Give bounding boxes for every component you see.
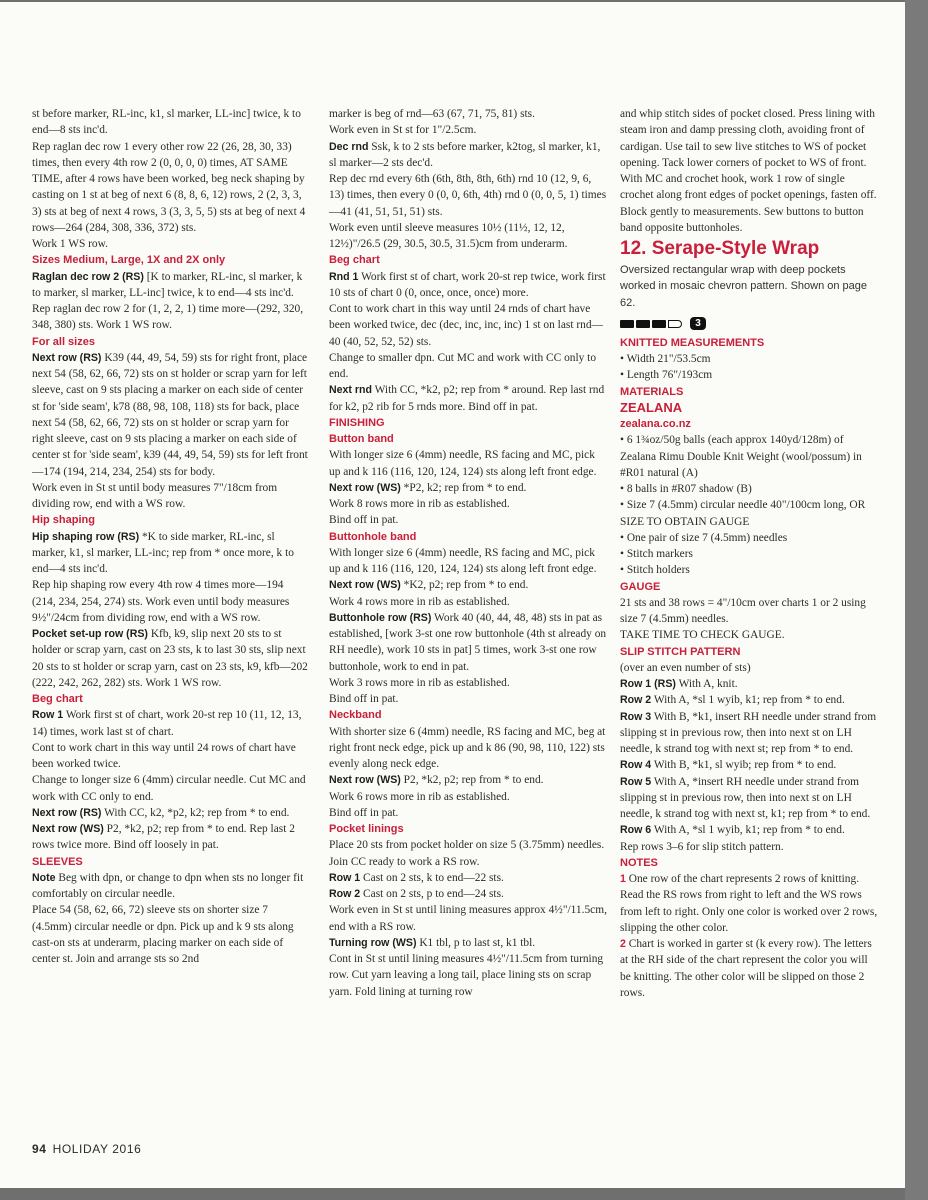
instruction-label: Hip shaping row (RS): [32, 530, 140, 543]
section-heading: FINISHING: [329, 416, 385, 429]
instruction-paragraph: [620, 692, 880, 708]
instruction-paragraph: [32, 350, 310, 480]
paragraph: Cont to work chart in this way until 24 rnds of chart have been worked twice, dec (dec, inc, inc, inc) 1 st on last rnd—40 (40, 52, 52, 52) sts.: [329, 303, 603, 348]
paragraph: Work 6 rows more in rib as established.: [329, 790, 510, 803]
instruction-paragraph: [620, 757, 880, 773]
paragraph: Rep raglan dec row 2 for (1, 2, 2, 1) time more—(292, 320, 348, 380) sts. Work 1 WS row.: [32, 303, 304, 332]
instruction-text: One row of the chart represents 2 rows of knitting. Read the RS rows from right to left and the WS rows from left to right. Only one color is worked over 2 rows, slipping the other color.: [620, 873, 878, 934]
paragraph: • Size 7 (4.5mm) circular needle 40"/100cm long, OR SIZE TO OBTAIN GAUGE: [620, 499, 866, 528]
paragraph: Bind off in pat.: [329, 514, 399, 527]
skill-level-badge: 3: [690, 317, 706, 330]
paragraph: • Length 76"/193cm: [620, 369, 713, 382]
instruction-paragraph: [329, 480, 607, 496]
column-left: [32, 106, 310, 967]
instruction-label: 2: [620, 938, 626, 950]
instruction-label: Next row (RS): [32, 351, 102, 364]
paragraph: Block gently to measurements. Sew buttons to button band opposite buttonholes.: [620, 205, 864, 234]
paragraph: Bind off in pat.: [329, 693, 399, 705]
paragraph: and whip stitch sides of pocket closed. Press lining with steam iron and damp pressing cloth, avoiding front of cardigan. Use tail to sew live stitches to WS of pocket opening. Tack lower corners of pocket to WS of front. With MC and crochet hook, work 1 row of single crochet along front edges of pocket openings, fasten off.: [620, 108, 877, 202]
section-heading: Neckband: [329, 709, 382, 722]
paragraph: Place 54 (58, 62, 66, 72) sleeve sts on shorter size 7 (4.5mm) circular needle or dpn. Pick up and k 9 sts along cast-on sts at underarm, placing marker on each side of center st. Join and arrange sts so 2nd: [32, 904, 294, 965]
paragraph: Place 20 sts from pocket holder on size 5 (3.75mm) needles. Join CC ready to work a RS row.: [329, 839, 605, 868]
finishing-continued: [620, 106, 880, 236]
instruction-text: With A, *insert RH needle under strand from slipping st in previous row, then into next st on LH needle, k strand tog with next st, k1; rep from * to end.: [620, 775, 871, 820]
instruction-text: P2, *k2, p2; rep from * to end.: [400, 774, 544, 787]
instruction-label: Pocket set-up row (RS): [32, 628, 148, 640]
instruction-paragraph: [32, 529, 310, 578]
instruction-label: Next rnd: [329, 384, 372, 397]
instruction-paragraph: [32, 805, 310, 821]
instruction-label: Next row (WS): [32, 823, 104, 835]
paragraph: Work 1 WS row.: [32, 238, 108, 250]
paragraph: Cont to work chart in this way until 24 rows of chart have been worked twice.: [32, 741, 296, 770]
instruction-label: Row 5: [620, 775, 652, 788]
instruction-paragraph: [329, 139, 607, 172]
section-heading: Sizes Medium, Large, 1X and 2X only: [32, 254, 226, 267]
section-heading: Pocket linings: [329, 823, 404, 835]
instruction-paragraph: [329, 382, 607, 415]
section-heading: GAUGE: [620, 580, 661, 593]
instruction-paragraph: [329, 772, 607, 788]
instruction-paragraph: [329, 870, 607, 886]
section-heading: KNITTED MEASUREMENTS: [620, 336, 765, 349]
magazine-page: [0, 2, 905, 1188]
instruction-paragraph: [32, 821, 310, 854]
scan-edge: [905, 0, 928, 1200]
instruction-label: Row 6: [620, 824, 652, 837]
instruction-label: Row 2: [329, 888, 361, 900]
instruction-text: P2, *k2, p2; rep from * to end. Rep last 2 rows twice more. Bind off loosely in pat.: [32, 823, 295, 852]
instruction-text: Kfb, k9, slip next 20 sts to st holder or scrap yarn, cast on 23 sts, k to last 30 sts, slip next 20 sts to st holder or scrap yarn, cast on 23 sts, k9, kfb—202 (222, 242, 262, 282) sts. Work 1 WS row.: [32, 628, 308, 689]
paragraph: • One pair of size 7 (4.5mm) needles: [620, 531, 788, 544]
instruction-label: Row 1 (RS): [620, 678, 676, 690]
brand-url: zealana.co.nz: [620, 418, 691, 430]
paragraph: Work 8 rows more in rib as established.: [329, 498, 510, 510]
instruction-paragraph: [329, 886, 607, 902]
column-middle: [329, 106, 607, 1000]
section-heading: Beg chart: [329, 254, 380, 267]
paragraph: With longer size 6 (4mm) needle, RS facing and MC, pick up and k 116 (116, 120, 124, 124) sts along left front edge.: [329, 546, 597, 575]
instruction-paragraph: [32, 707, 310, 740]
instruction-label: Note: [32, 871, 56, 884]
pattern-header: [620, 236, 880, 331]
instruction-text: *P2, k2; rep from * to end.: [400, 481, 527, 494]
instruction-paragraph: [620, 774, 880, 823]
instruction-text: With CC, k2, *p2, k2; rep from * to end.: [101, 806, 290, 819]
instruction-text: *K2, p2; rep from * to end.: [400, 579, 529, 592]
instruction-text: Work first st of chart, work 20-st rep twice, work first 10 sts of chart 0 (0, once, once, once) more.: [329, 270, 606, 299]
paragraph: (over an even number of sts): [620, 661, 751, 674]
instruction-text: With B, *k1, insert RH needle under strand from slipping st in previous row, then into next st on LH needle, k strand tog with next st; rep from * to end.: [620, 710, 877, 755]
pattern-title: 12. Serape-Style Wrap: [620, 238, 820, 259]
paragraph: Change to smaller dpn. Cut MC and work with CC only to end.: [329, 351, 597, 380]
issue-label: HOLIDAY 2016: [52, 1142, 142, 1156]
instruction-label: Next row (RS): [32, 806, 102, 819]
paragraph: Work 4 rows more in rib as established.: [329, 595, 510, 608]
paragraph: Bind off in pat.: [329, 806, 399, 819]
instruction-text: With A, *sl 1 wyib, k1; rep from * to end.: [651, 694, 845, 707]
instruction-label: Row 2: [620, 694, 652, 707]
instruction-label: Buttonhole row (RS): [329, 611, 432, 624]
paragraph: • Width 21"/53.5cm: [620, 353, 711, 365]
instruction-label: 1: [620, 873, 626, 885]
skill-segment: [620, 320, 634, 328]
section-heading: SLEEVES: [32, 855, 83, 868]
instruction-text: Cast on 2 sts, p to end—24 sts.: [360, 888, 504, 900]
yarn-brand: ZEALANA: [620, 399, 683, 415]
skill-level-bar: [620, 320, 682, 328]
paragraph: With shorter size 6 (4mm) needle, RS facing and MC, beg at right front neck edge, pick up and k 86 (90, 98, 110, 122) sts evenly along neck edge.: [329, 725, 606, 770]
instruction-text: [K to marker, RL-inc, sl marker, k to marker, sl marker, LL-inc] twice, k to end—4 sts inc'd.: [32, 270, 303, 299]
instruction-text: With B, *k1, sl wyib; rep from * to end.: [651, 759, 837, 772]
instruction-text: With A, knit.: [675, 678, 738, 690]
pattern-details: [620, 335, 880, 1001]
section-heading: MATERIALS: [620, 385, 684, 398]
paragraph: • Stitch holders: [620, 564, 690, 577]
instruction-paragraph: [620, 676, 880, 692]
instruction-paragraph: [32, 626, 310, 691]
paragraph: • 8 balls in #R07 shadow (B): [620, 483, 752, 495]
instruction-label: Row 3: [620, 710, 652, 723]
instruction-text: Ssk, k to 2 sts before marker, k2tog, sl marker, k1, sl marker—2 sts dec'd.: [329, 140, 601, 169]
instruction-paragraph: [32, 870, 310, 903]
section-heading: Hip shaping: [32, 514, 95, 527]
paragraph: Change to longer size 6 (4mm) circular needle. Cut MC and work with CC only to end.: [32, 774, 306, 803]
column-right: [620, 106, 880, 1001]
instruction-text: *K to side marker, RL-inc, sl marker, k1, sl marker, LL-inc; rep from * once more, k to end—4 sts inc'd.: [32, 530, 294, 575]
instruction-paragraph: [32, 269, 310, 302]
note-paragraph: [620, 936, 880, 1001]
paragraph: • Stitch markers: [620, 548, 693, 560]
paragraph: Work even in St st for 1"/2.5cm.: [329, 124, 477, 137]
section-heading: For all sizes: [32, 335, 95, 348]
section-heading: Button band: [329, 433, 394, 445]
pattern-intro: Oversized rectangular wrap with deep pockets worked in mosaic chevron pattern. Shown on page 62.: [620, 264, 868, 309]
paragraph: 21 sts and 38 rows = 4"/10cm over charts 1 or 2 using size 7 (4.5mm) needles.: [620, 596, 866, 625]
paragraph: marker is beg of rnd—63 (67, 71, 75, 81) sts.: [329, 108, 535, 120]
instruction-text: Chart is worked in garter st (k every row). The letters at the RH side of the chart represent the color you will be knitting. The other color will be slipped on those 2 rows.: [620, 938, 872, 999]
instruction-text: Beg with dpn, or change to dpn when sts no longer fit comfortably on circular needle.: [32, 871, 304, 900]
paragraph: TAKE TIME TO CHECK GAUGE.: [620, 629, 785, 642]
instruction-text: Work first st of chart, work 20-st rep 10 (11, 12, 13, 14) times, work last st of chart.: [32, 709, 302, 738]
paragraph: Work 3 rows more in rib as established.: [329, 676, 510, 689]
section-heading: Buttonhole band: [329, 530, 417, 543]
section-heading: NOTES: [620, 856, 658, 869]
page-number: 94: [32, 1142, 47, 1156]
paragraph: With longer size 6 (4mm) needle, RS facing and MC, pick up and k 116 (116, 120, 124, 124) sts along left front edge.: [329, 449, 597, 478]
paragraph: Cont in St st until lining measures 4½"/11.5cm from turning row. Cut yarn leaving a long tail, place lining sts on scrap yarn. Fold lining at turning row: [329, 953, 604, 998]
instruction-label: Next row (WS): [329, 579, 401, 592]
instruction-paragraph: [620, 709, 880, 758]
instruction-label: Turning row (WS): [329, 936, 417, 949]
paragraph: st before marker, RL-inc, k1, sl marker, LL-inc] twice, k to end—8 sts inc'd.: [32, 108, 301, 137]
skill-level-indicator: [620, 317, 880, 331]
instruction-paragraph: [329, 269, 607, 302]
instruction-text: K39 (44, 49, 54, 59) sts for right front, place next 54 (58, 62, 66, 72) sts on st holder or scrap yarn for left sleeve, cast on 9 sts placing a marker on each side of center st for 'side seam', k78 (88, 98, 108, 118) sts for back, place next 54 (58, 62, 66, 72) sts on st holder or scrap yarn for right sleeve, cast on 9 sts placing a marker on each side of center st for 'side seam', k39 (44, 49, 54, 59) sts for left front—174 (194, 214, 234, 254) sts for body.: [32, 351, 308, 478]
instruction-paragraph: [329, 610, 607, 675]
instruction-paragraph: [329, 577, 607, 593]
instruction-text: Cast on 2 sts, k to end—22 sts.: [360, 871, 504, 884]
instruction-text: With CC, *k2, p2; rep from * around. Rep last rnd for k2, p2 rib for 5 rnds more. Bind off in pat.: [329, 384, 605, 413]
instruction-text: K1 tbl, p to last st, k1 tbl.: [416, 936, 536, 949]
section-heading: Beg chart: [32, 693, 83, 705]
instruction-label: Next row (WS): [329, 774, 401, 787]
skill-segment: [636, 320, 650, 328]
instruction-label: Raglan dec row 2 (RS): [32, 270, 144, 283]
instruction-paragraph: [329, 935, 607, 951]
note-paragraph: [620, 871, 880, 936]
instruction-label: Row 1: [329, 871, 361, 884]
section-heading: SLIP STITCH PATTERN: [620, 645, 741, 658]
paragraph: Rep hip shaping row every 4th row 4 times more—194 (214, 234, 254, 274) sts. Work even until body measures 9½"/24cm from dividing row, end with a WS row.: [32, 579, 290, 624]
paragraph: Work even until sleeve measures 10½ (11½, 12, 12, 12½)"/26.5 (29, 30.5, 30.5, 31.5)cm from underarm.: [329, 221, 568, 250]
instruction-label: Next row (WS): [329, 481, 401, 494]
instruction-label: Row 1: [32, 709, 64, 722]
instruction-paragraph: [620, 822, 880, 838]
skill-segment: [668, 320, 682, 328]
instruction-text: Work 40 (40, 44, 48, 48) sts in pat as established, [work 3-st one row buttonhole (4th st already on RH needle), work 10 sts in pat] 5 times, work 3-st one row buttonhole, work to end in pat.: [329, 611, 607, 673]
paragraph: Rep raglan dec row 1 every other row 22 (26, 28, 30, 33) times, then every 4th row 2 (0, 0, 0, 0) times, AT SAME TIME, after 4 rows have been worked, beg neck shaping by casting on 1 st at beg of next 6 (8, 8, 6, 12) rows, 2 (2, 3, 3, 3) sts at beg of next 4 rows, 3 (3, 3, 5, 5) sts at beg of next 4 rows—264 (284, 308, 336, 372) sts.: [32, 140, 306, 234]
paragraph: • 6 1¾oz/50g balls (each approx 140yd/128m) of Zealana Rimu Double Knit Weight (wool/possum) in #R01 natural (A): [620, 434, 862, 479]
paragraph: Rep rows 3–6 for slip stitch pattern.: [620, 840, 784, 853]
instruction-text: With A, *sl 1 wyib, k1; rep from * to end.: [651, 824, 845, 837]
instruction-label: Rnd 1: [329, 270, 359, 283]
instruction-label: Row 4: [620, 759, 652, 772]
paragraph: Rep dec rnd every 6th (6th, 8th, 8th, 6th) rnd 10 (12, 9, 6, 13) times, then every 0 (0, 0, 6th, 4th) rnd 0 (0, 0, 5, 1) times—41 (41, 51, 51, 51) sts.: [329, 173, 607, 218]
paragraph: Work even in St st until lining measures approx 4½"/11.5cm, end with a RS row.: [329, 904, 607, 933]
instruction-label: Dec rnd: [329, 140, 369, 153]
skill-segment: [652, 320, 666, 328]
paragraph: Work even in St st until body measures 7"/18cm from dividing row, end with a WS row.: [32, 481, 278, 510]
page-footer: [32, 1142, 141, 1156]
